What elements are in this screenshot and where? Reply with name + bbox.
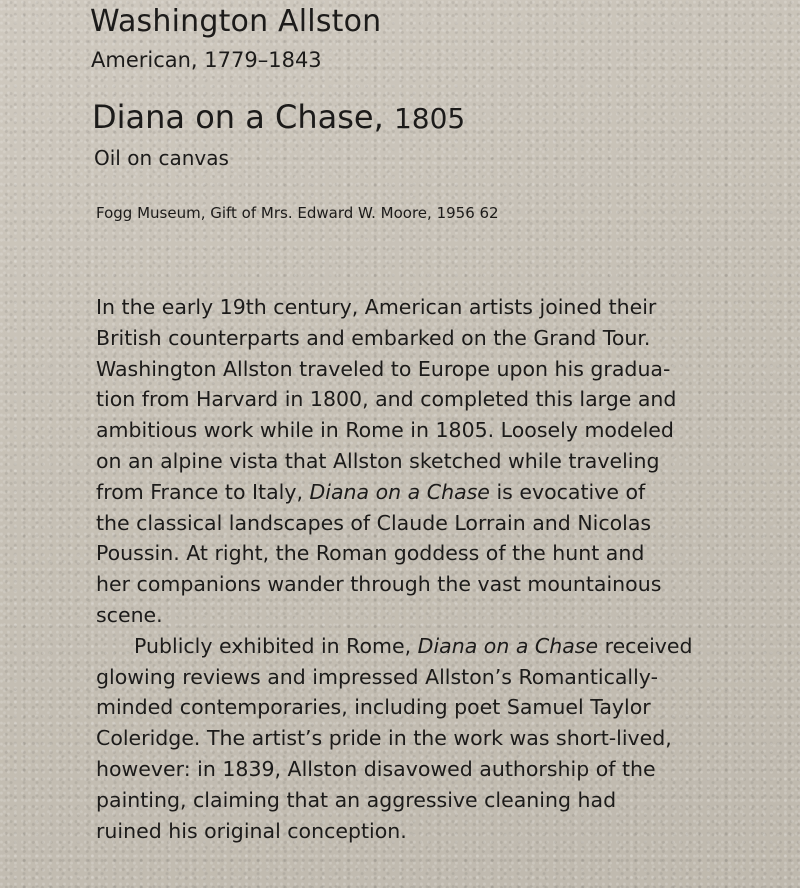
body-line: Washington Allston traveled to Europe upon his gradua- <box>96 356 671 381</box>
body-line-with-title <box>96 631 756 662</box>
credit-line: Fogg Museum, Gift of Mrs. Edward W. Moore, 1956 62 <box>96 204 499 222</box>
artwork-date: 1805 <box>393 102 466 135</box>
body-line: scene. <box>96 602 163 627</box>
italic-artwork-title: Diana on a Chase <box>417 633 599 658</box>
body-line: tion from Harvard in 1800, and completed this large and <box>96 387 677 412</box>
artwork-title: Diana on a Chase <box>92 98 374 136</box>
artwork-medium: Oil on canvas <box>94 146 229 170</box>
label-body-text <box>96 292 756 846</box>
body-text-run: from France to Italy, <box>96 479 310 504</box>
body-line: ambitious work while in Rome in 1805. Loosely modeled <box>96 418 674 443</box>
body-text-run: received <box>598 633 693 658</box>
body-line: Poussin. At right, the Roman goddess of the hunt and <box>96 541 645 566</box>
body-line: her companions wander through the vast mountainous <box>96 572 662 597</box>
italic-artwork-title: Diana on a Chase <box>309 479 490 504</box>
body-text-run: is evocative of <box>489 479 646 504</box>
body-line-with-title <box>96 477 756 508</box>
body-line: Coleridge. The artist’s pride in the work was short-lived, <box>96 726 672 751</box>
body-line: British counterparts and embarked on the Grand Tour. <box>96 325 651 350</box>
body-line: painting, claiming that an aggressive cleaning had <box>96 787 617 812</box>
body-line: on an alpine vista that Allston sketched while traveling <box>96 448 660 473</box>
body-line: minded contemporaries, including poet Samuel Taylor <box>96 695 651 720</box>
body-line: however: in 1839, Allston disavowed authorship of the <box>96 756 656 781</box>
artwork-title-line <box>92 98 465 136</box>
body-line: In the early 19th century, American artists joined their <box>96 295 657 319</box>
body-line: glowing reviews and impressed Allston’s Romantically- <box>96 664 658 689</box>
artist-nationality-dates: American, 1779–1843 <box>91 48 322 72</box>
body-line: ruined his original conception. <box>96 818 407 843</box>
title-separator: , <box>373 98 394 136</box>
artist-name: Washington Allston <box>90 4 382 39</box>
body-text-run: Publicly exhibited in Rome, <box>134 633 418 658</box>
body-line: the classical landscapes of Claude Lorrain and Nicolas <box>96 510 652 535</box>
